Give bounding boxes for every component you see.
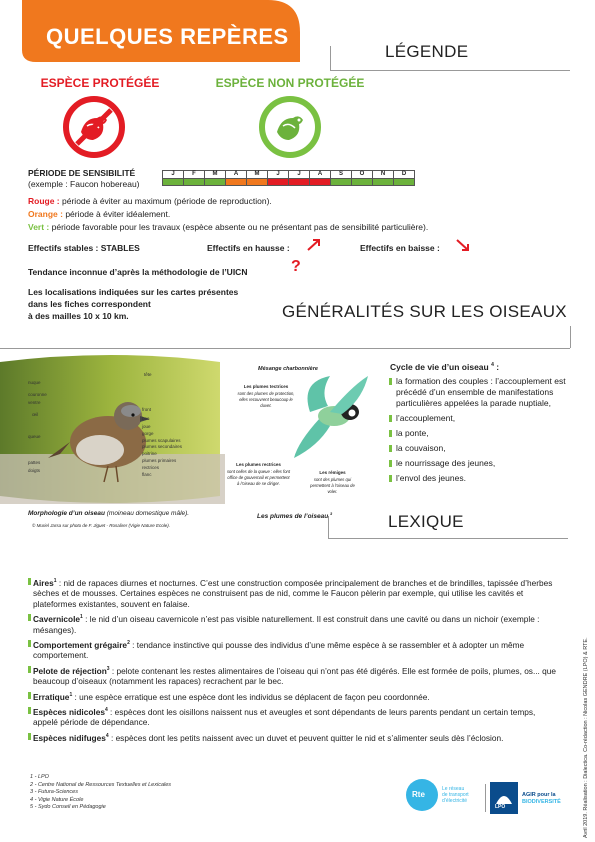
cycle-item: le nourrissage des jeunes, xyxy=(389,458,579,469)
orange-line xyxy=(28,209,170,220)
bird-label-7: joue xyxy=(142,424,151,429)
bird-label-9: plumes scapulaires xyxy=(142,438,181,443)
calendar-month-2: F xyxy=(184,171,205,179)
rouge-line xyxy=(28,196,272,207)
lexique-term: Espèces nidicoles xyxy=(33,706,105,717)
bird-label-1: tête xyxy=(144,372,152,377)
arrow-up-icon xyxy=(306,238,322,252)
rouge-key: Rouge : xyxy=(28,196,60,206)
cycle-title-sup: 4 xyxy=(491,362,494,369)
bird-label-11: poitrine xyxy=(142,451,157,456)
calendar-color-11 xyxy=(373,179,394,186)
vert-line xyxy=(28,222,428,233)
cycle-item: la formation des couples : l’accouplement est précédé d’un ensemble de manifestations particulières appelées la parade nuptiale, xyxy=(389,376,579,409)
lexique-term: Aires xyxy=(33,577,54,588)
lexique-term: Cavernicole xyxy=(33,614,81,625)
footnote: 4 - Vigie Nature École xyxy=(30,796,84,803)
calendar-color-10 xyxy=(352,179,373,186)
lexique-definition: : tendance instinctive qui pousse des individus d’une même espèce à se rassembler et à adopter un même comportement. xyxy=(33,639,525,661)
protected-bird-icon xyxy=(63,96,125,158)
footnote: 1 - LPO xyxy=(30,774,49,780)
lexique-item xyxy=(28,731,556,743)
calendar-color-6 xyxy=(268,179,289,186)
cycle-title: Cycle de vie d’un oiseau $^4$ : xyxy=(390,362,500,372)
lexique-term: Erratique xyxy=(33,691,70,702)
calendar-month-4: A xyxy=(226,171,247,179)
calendar-color-4 xyxy=(226,179,247,186)
lexique-definition: : le nid d’un oiseau cavernicole n’est pas visible naturellement. Il est construit dans une cavité ou dans un nichoir (exemple : mésanges). xyxy=(33,614,540,635)
bird-label-15: queue xyxy=(28,434,41,439)
photo-caption-bold: Morphologie d’un oiseau xyxy=(28,510,105,517)
cycle-title-text: Cycle de vie d’un oiseau xyxy=(390,362,489,372)
footnote: 2 - Centre National de Ressources Textuelles et Lexicales xyxy=(30,781,172,788)
lexique-definition: : nid de rapaces diurnes et nocturnes. C’est une construction composée principalement de branches et de brindilles, tapissée d’herbes sèches et de mousses. Certaines espèces ne construisent pas de nid, comme le Faucon pèlerin par exemple, qui utilise les cavités et plateformes existantes, souvent en falaise. xyxy=(33,577,553,609)
cycle-item: la ponte, xyxy=(389,428,579,439)
lexique-definition: : une espèce erratique est une espèce dont les individus se déplacent de façon peu coordonnée. xyxy=(74,691,430,702)
lexique-sup: 1 xyxy=(53,578,57,584)
lexique-sup: 3 xyxy=(106,665,110,672)
lexique-title: LEXIQUE xyxy=(388,512,464,531)
plumes-caption xyxy=(257,508,332,522)
mesange-illustration xyxy=(290,372,380,462)
bird-label-13: rectrices xyxy=(142,465,160,470)
tendance-inconnue: Tendance inconnue d’après la méthodologie de l’UICN xyxy=(28,267,248,277)
lexique-term: Espèces nidifuges xyxy=(33,732,106,743)
lexique-sup: 2 xyxy=(127,640,130,647)
footnotes xyxy=(30,774,171,812)
lexique-item xyxy=(28,612,556,635)
question-mark-icon: ? xyxy=(291,258,301,275)
calendar-month-6: J xyxy=(268,171,289,179)
lexique-tick xyxy=(328,516,329,538)
unprotected-label: ESPÈCE NON PROTÉGÉE xyxy=(215,76,365,90)
lexique-term: Comportement grégaire xyxy=(33,639,128,650)
rte-logo-text: Rte xyxy=(412,790,425,799)
sensitivity-calendar xyxy=(162,170,415,186)
cycle-list xyxy=(389,376,579,488)
calendar-color-8 xyxy=(310,179,331,186)
remiges-title: Les rémiges xyxy=(319,470,346,475)
calendar-month-11: N xyxy=(373,171,394,179)
calendar-color-3 xyxy=(205,179,226,186)
generalites-title: GÉNÉRALITÉS SUR LES OISEAUX xyxy=(282,302,567,321)
arrow-down-icon xyxy=(455,238,471,252)
bird-label-10: plumes secondaires xyxy=(142,444,183,449)
orange-key: Orange : xyxy=(28,209,63,219)
orange-text: période à éviter idéalement. xyxy=(65,209,171,219)
rectrices-title: Les plumes rectrices xyxy=(236,462,281,467)
calendar-month-5: M xyxy=(247,171,268,179)
calendar-color-12 xyxy=(394,179,415,186)
calendar-month-9: S xyxy=(331,171,352,179)
bird-label-6: bec xyxy=(142,416,150,421)
lpo-logo-text: LPO xyxy=(495,804,506,810)
rte-tagline: Le réseau de transport d’électricité xyxy=(442,786,469,804)
photo-caption xyxy=(28,508,189,519)
calendar-color-9 xyxy=(331,179,352,186)
lexique-sup: 1 xyxy=(80,614,83,621)
bird-label-3: couronne xyxy=(28,392,47,397)
localisation-line-1: Les localisations indiquées sur les cartes présentes xyxy=(28,287,239,297)
generalites-tick xyxy=(570,326,571,348)
bird-label-18: ventre xyxy=(28,400,41,405)
lexique-sup: 4 xyxy=(105,732,109,739)
protected-label: ESPÈCE PROTÉGÉE xyxy=(40,76,160,90)
vert-key: Vert : xyxy=(28,222,50,232)
bird-label-14: flanc xyxy=(142,472,152,477)
period-title: PÉRIODE DE SENSIBILITÉ xyxy=(28,168,136,178)
plumes-caption-text: Les plumes de l’oiseau xyxy=(257,513,329,521)
lexique-definition: : espèces dont les petits naissent avec un duvet et peuvent quitter le nid et s’alimenter seuls dès l’éclosion. xyxy=(110,732,504,743)
lexique-list xyxy=(28,576,556,746)
lexique-item xyxy=(28,576,556,609)
bird-label-8: gorge xyxy=(142,431,154,436)
bird-label-5: œil xyxy=(32,412,39,417)
calendar-month-8: A xyxy=(310,171,331,179)
lexique-definition: : pelote contenant les restes alimentaires de l’oiseau qui n’ont pas été digérés. Elle est formée de poils, plumes, os... que beaucoup d’oiseaux (notamment les rapaces) recrachent par le bec. xyxy=(33,665,557,687)
lexique-term: Pelote de réjection xyxy=(33,665,107,676)
footnote: 3 - Futura-Sciences xyxy=(30,789,78,795)
sparrow-photo xyxy=(0,354,225,504)
logo-divider xyxy=(485,784,486,812)
unprotected-bird-icon xyxy=(259,96,321,158)
bird-label-12: plumes primaires xyxy=(142,458,177,463)
plumes-caption-sup: 3 xyxy=(329,511,333,516)
vertical-credit: Avril 2019. Réalisation : Dialectica. Co-rédaction : Nicolas GENDRE (LPO) & RTE. xyxy=(583,637,589,838)
calendar-month-7: J xyxy=(289,171,310,179)
lexique-item xyxy=(28,705,556,728)
tectrices-text: sont des plumes de protection, elles recouvrent beaucoup le duvet. xyxy=(237,391,295,408)
localisation-line-2: dans les fiches correspondent xyxy=(28,299,151,309)
localisation-line-3: à des mailles 10 x 10 km. xyxy=(28,311,129,321)
legende-title: LÉGENDE xyxy=(385,42,469,61)
cycle-item: l’accouplement, xyxy=(389,413,579,424)
calendar-month-10: O xyxy=(352,171,373,179)
cycle-item: la couvaison, xyxy=(389,443,579,454)
calendar-month-1: J xyxy=(163,171,184,179)
cycle-item: l’envol des jeunes. xyxy=(389,473,579,484)
lexique-underline xyxy=(328,538,568,539)
rouge-text: période à éviter au maximum (période de reproduction). xyxy=(62,196,272,206)
bird-label-16: pattes xyxy=(28,460,41,465)
calendar-month-12: D xyxy=(394,171,415,179)
tectrices-title: Les plumes tectrices xyxy=(243,384,289,389)
lexique-item xyxy=(28,638,556,661)
remiges-text: sont des plumes qui permettent à l’oiseau de voler. xyxy=(310,477,355,494)
calendar-color-2 xyxy=(184,179,205,186)
footnote: 5 - Sydo Conseil en Pédagogie xyxy=(30,804,106,810)
bird-label-4: front xyxy=(142,407,152,412)
mesange-title: Mésange charbonnière xyxy=(258,366,318,372)
lexique-sup: 4 xyxy=(104,706,108,713)
calendar-color-5 xyxy=(247,179,268,186)
agir-tagline: AGIR pour la BIODIVERSITÉ xyxy=(522,792,561,805)
photo-caption-rest: (moineau domestique mâle). xyxy=(106,510,190,517)
generalites-underline xyxy=(0,348,570,349)
bird-label-17: doigts xyxy=(28,468,41,473)
lexique-item xyxy=(28,690,556,702)
calendar-color-1 xyxy=(163,179,184,186)
rectrices-text: sont celles de la queue : elles font office de gouvernail et permettent à l’oiseau de se diriger. xyxy=(226,469,291,486)
lexique-definition: : espèces dont les oisillons naissent nus et aveugles et sont dépendants de leurs parents pendant un certain temps, appelé période de dépendance. xyxy=(33,706,536,728)
effectifs-hausse: Effectifs en hausse : xyxy=(207,243,290,253)
effectifs-baisse: Effectifs en baisse : xyxy=(360,243,440,253)
legende-tick xyxy=(330,46,331,70)
lexique-sup: 1 xyxy=(69,691,73,698)
effectifs-stables: Effectifs stables : STABLES xyxy=(28,243,140,253)
calendar-color-7 xyxy=(289,179,310,186)
vert-text: période favorable pour les travaux (espèce absente ou ne présentant pas de sensibilité particulière). xyxy=(51,222,429,232)
period-example: (exemple : Faucon hobereau) xyxy=(28,179,140,189)
lexique-item xyxy=(28,664,556,687)
calendar-month-3: M xyxy=(205,171,226,179)
legende-underline xyxy=(330,70,570,71)
bird-label-2: nuque xyxy=(28,380,41,385)
page-title: QUELQUES REPÈRES xyxy=(46,24,289,49)
photo-credit: © Muriel Jarsa sur photo de F. Jiguet - Rosalirer (Vigie Nature Ecole). xyxy=(32,523,170,528)
